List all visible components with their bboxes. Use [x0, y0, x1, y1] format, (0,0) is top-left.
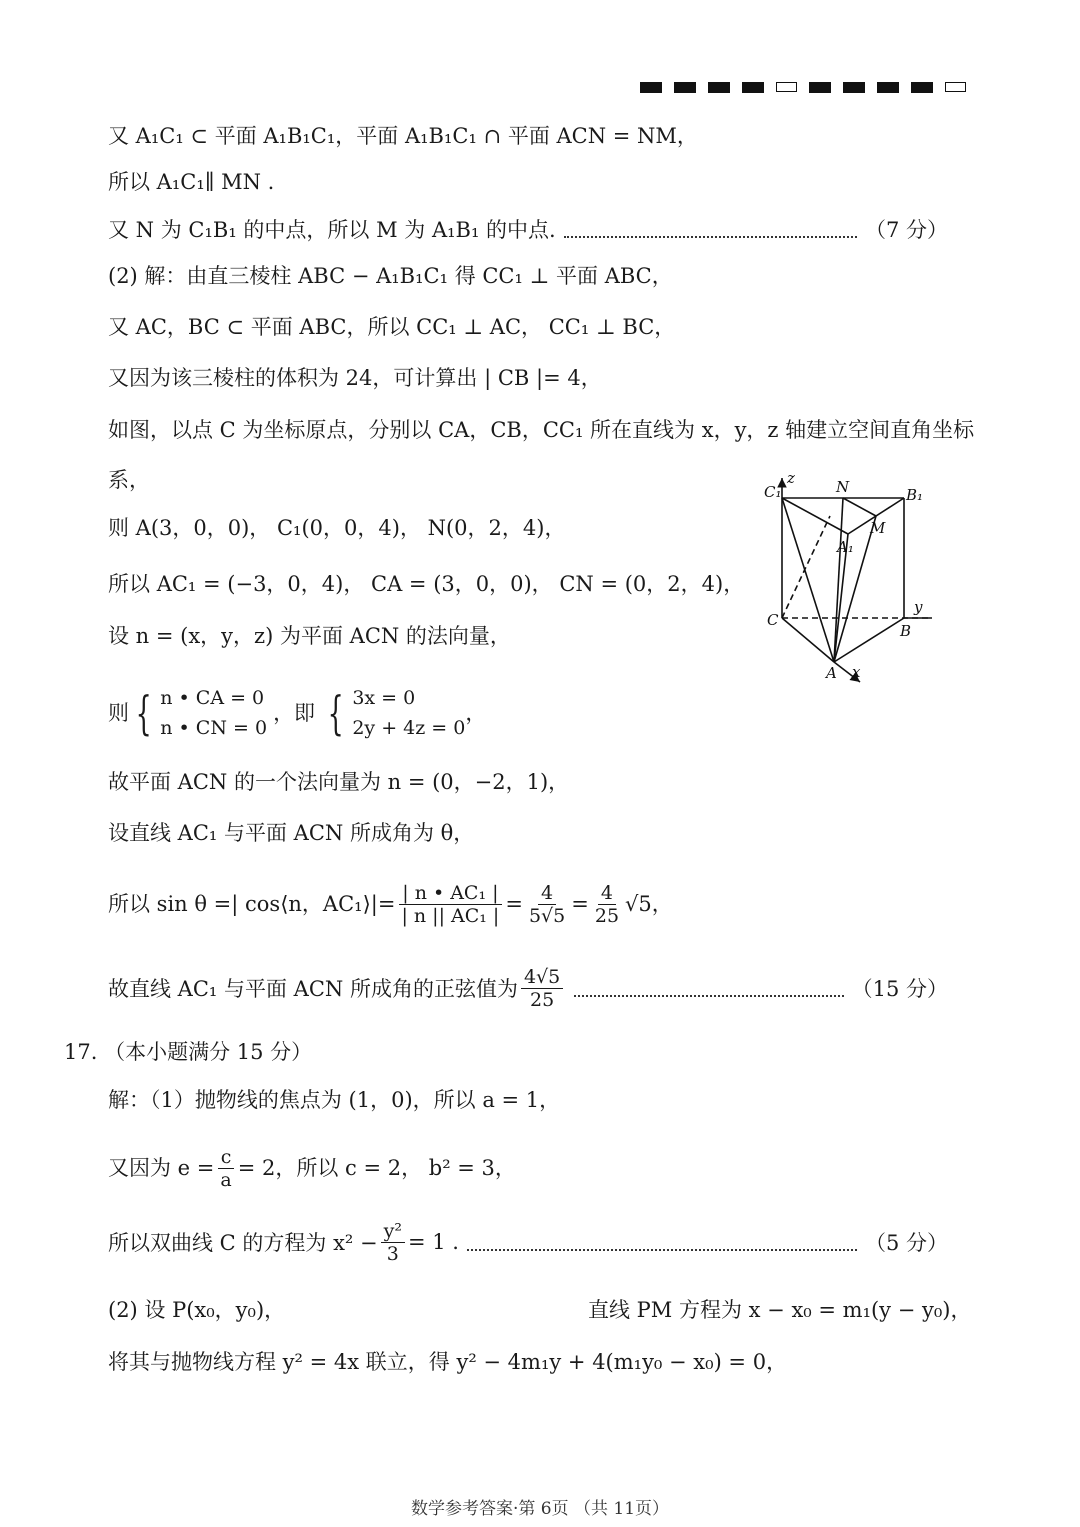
- text-line-2: 所以 A₁C₁∥ MN .: [108, 170, 275, 194]
- system1-row2: n • CN = 0: [160, 717, 268, 739]
- left-brace: {: [327, 686, 344, 740]
- header-mark-hollow: [776, 82, 797, 92]
- score-label: （7 分）: [864, 218, 948, 242]
- label-y: y: [914, 598, 923, 616]
- text-line-18: 解：（1）抛物线的焦点为 (1，0)，所以 a = 1，: [108, 1088, 561, 1112]
- sine-formula-line: [108, 876, 673, 932]
- header-mark-filled: [674, 82, 696, 93]
- fraction-1-denominator: | n || AC₁ |: [401, 904, 500, 927]
- system-mid: ，即: [273, 701, 316, 725]
- equals-sign: =: [571, 892, 589, 916]
- fraction-2-numerator: 4: [538, 882, 556, 905]
- sine-value-numerator: 4√5: [521, 966, 563, 989]
- equation-system-line: [108, 683, 486, 743]
- score-line-15: [108, 960, 948, 1016]
- dotted-leader: [467, 1233, 857, 1251]
- hyperbola-rest: = 1 .: [408, 1230, 459, 1254]
- vector-line-prefix: 所以: [108, 572, 157, 596]
- label-c: C: [767, 611, 779, 629]
- fraction-1-numerator: | n • AC₁ |: [399, 882, 501, 905]
- score-line-text: 又 N 为 C₁B₁ 的中点，所以 M 为 A₁B₁ 的中点.: [108, 218, 556, 242]
- label-b1: B₁: [906, 486, 924, 504]
- vector-line: [108, 570, 744, 598]
- label-n: N: [836, 478, 850, 496]
- text-line-9: 则 A(3，0，0)， C₁(0，0，4)， N(0，2，4)，: [108, 516, 566, 540]
- eccentricity-rest: = 2，所以 c = 2， b² = 3，: [237, 1156, 516, 1180]
- label-m: M: [870, 519, 886, 537]
- header-mark-filled: [843, 82, 865, 93]
- text-line-22: 将其与抛物线方程 y² = 4x 联立，得 y² − 4m₁y + 4(m₁y₀ − x₀) = 0，: [108, 1350, 788, 1374]
- text-line-7: 如图，以点 C 为坐标原点，分别以 CA，CB，CC₁ 所在直线为 x，y，z 轴建立空间直角坐标: [108, 418, 975, 442]
- label-c1: C₁: [764, 483, 782, 501]
- eccentricity-denominator: a: [220, 1168, 232, 1191]
- text-line-4: (2) 解：由直三棱柱 ABC − A₁B₁C₁ 得 CC₁ ⊥ 平面 ABC，: [108, 264, 673, 288]
- hyperbola-denominator: 3: [386, 1242, 399, 1265]
- fraction-3-numerator: 4: [598, 882, 616, 905]
- score-label: （15 分）: [851, 977, 948, 1001]
- header-mark-filled: [708, 82, 730, 93]
- score-label: （5 分）: [864, 1231, 948, 1255]
- header-mark-filled: [640, 82, 662, 93]
- equals-sign: =: [505, 892, 523, 916]
- system2-row2: 2y + 4z = 0: [352, 717, 466, 739]
- eccentricity-numerator: c: [218, 1146, 235, 1169]
- vector-line-values: AC₁ = (−3，0，4)， CA = (3，0，0)， CN = (0，2，4)，: [156, 572, 745, 596]
- hyperbola-numerator: y²: [381, 1220, 405, 1243]
- fraction-2-denominator: 5√5: [528, 904, 566, 927]
- dotted-leader: [564, 220, 857, 238]
- header-mark-filled: [742, 82, 764, 93]
- score-line-text: 故直线 AC₁ 与平面 ACN 所成角的正弦值为: [108, 977, 518, 1001]
- question-17-title: 17. （本小题满分 15 分）: [64, 1040, 313, 1064]
- system-prefix: 则: [108, 701, 129, 725]
- prism-figure: [752, 470, 942, 685]
- label-x: x: [852, 663, 861, 681]
- text-line-5: 又 AC，BC ⊂ 平面 ABC，所以 CC₁ ⊥ AC， CC₁ ⊥ BC，: [108, 315, 676, 339]
- sine-prefix: 所以 sin θ =| cos⟨n，AC₁⟩|=: [108, 892, 396, 916]
- dotted-leader: [574, 979, 843, 997]
- equation-system-1: [129, 683, 267, 743]
- fraction-3: [592, 882, 622, 927]
- sine-end: √5，: [625, 892, 673, 916]
- eccentricity-fraction: [217, 1146, 234, 1191]
- sine-value-denominator: 25: [530, 988, 555, 1011]
- header-marks: [640, 82, 966, 93]
- fraction-3-denominator: 25: [594, 904, 620, 927]
- score-line-5: [108, 1214, 948, 1270]
- system1-row1: n • CA = 0: [160, 687, 265, 709]
- dashed-cn: [782, 516, 830, 618]
- fraction-1: [398, 882, 502, 927]
- header-mark-filled: [877, 82, 899, 93]
- system2-row1: 3x = 0: [352, 687, 416, 709]
- text-line-13: 故平面 ACN 的一个法向量为 n = (0，−2，1)，: [108, 770, 570, 794]
- label-a1: A₁: [837, 538, 854, 556]
- label-a: A: [826, 664, 837, 682]
- text-line-11: 设 n = (x，y，z) 为平面 ACN 的法向量，: [108, 624, 511, 648]
- prism-diagram: [752, 470, 942, 685]
- text-line-1: 又 A₁C₁ ⊂ 平面 A₁B₁C₁，平面 A₁B₁C₁ ∩ 平面 ACN = NM，: [108, 124, 698, 148]
- header-mark-filled: [809, 82, 831, 93]
- system-end: ，: [465, 701, 487, 725]
- left-brace: {: [135, 686, 152, 740]
- text-line-14: 设直线 AC₁ 与平面 ACN 所成角为 θ，: [108, 821, 475, 845]
- header-mark-filled: [911, 82, 933, 93]
- text-line-21-right: 直线 PM 方程为 x − x₀ = m₁(y − y₀)，: [588, 1298, 972, 1322]
- eccentricity-line: [108, 1140, 516, 1196]
- text-line-6: 又因为该三棱柱的体积为 24，可计算出 | CB |= 4，: [108, 366, 602, 390]
- label-z: z: [787, 470, 795, 487]
- text-line-21-left: (2) 设 P(x₀，y₀)，: [108, 1298, 286, 1322]
- score-line-7: [108, 215, 948, 243]
- equation-system-2: [321, 683, 465, 743]
- fraction-2: [526, 882, 568, 927]
- hyperbola-prefix: 所以双曲线 C 的方程为 x² −: [108, 1231, 378, 1255]
- hyperbola-fraction: [381, 1220, 405, 1265]
- page-footer: 数学参考答案·第 6页 （共 11页）: [410, 1499, 670, 1519]
- header-mark-hollow: [945, 82, 966, 92]
- label-b: B: [900, 622, 912, 640]
- text-line-8: 系，: [108, 468, 150, 492]
- eccentricity-prefix: 又因为 e =: [108, 1156, 215, 1180]
- sine-value-fraction: [521, 966, 563, 1011]
- segment-nm: [843, 498, 876, 516]
